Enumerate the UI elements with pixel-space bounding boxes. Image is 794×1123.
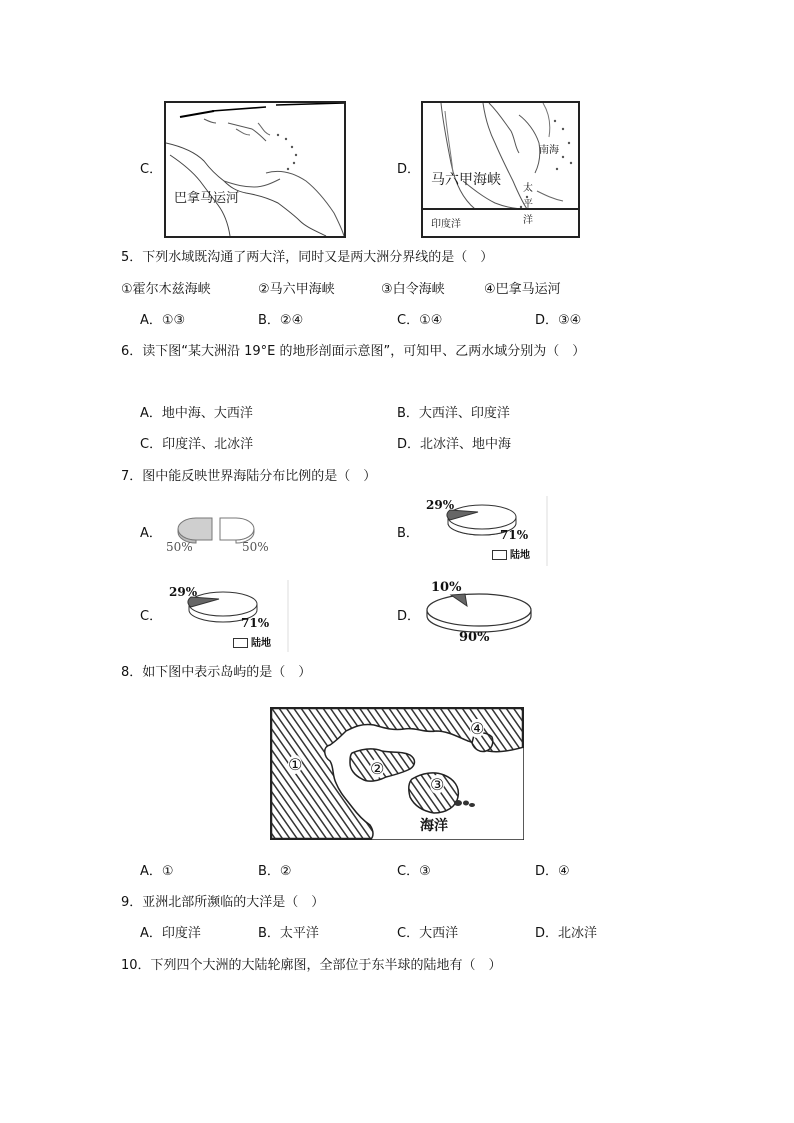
pie-c-legend-label: 陆地: [251, 638, 271, 649]
island-map: [270, 707, 524, 840]
q5-item-3: ③白令海峡: [381, 282, 445, 297]
q8-option-a[interactable]: A．①: [140, 864, 174, 879]
panama-canal-map: [164, 101, 346, 238]
q6-option-c[interactable]: C．印度洋、北冰洋: [140, 437, 254, 452]
legend-swatch: [233, 638, 248, 648]
q8-question: 8．如下图中表示岛屿的是（ ）: [121, 665, 312, 680]
pacific-char-2: 平: [523, 199, 533, 210]
q5-item-1: ①霍尔木兹海峡: [121, 282, 211, 297]
q9-question: 9．亚洲北部所濒临的大洋是（ ）: [121, 895, 325, 910]
q5-item-2: ②马六甲海峡: [258, 282, 335, 297]
q7-option-d-label[interactable]: D．: [397, 609, 421, 624]
island-map-drawing: [270, 707, 524, 840]
q5-item-4: ④巴拿马运河: [484, 282, 561, 297]
pie-c-light-pct: 71%: [241, 616, 270, 630]
malacca-strait-label: 马六甲海峡: [431, 172, 501, 188]
island-marker-1: ①: [288, 755, 303, 774]
q5-option-a[interactable]: A．①③: [140, 313, 186, 328]
q8-option-b[interactable]: B．②: [258, 864, 292, 879]
q10-question: 10．下列四个大洲的大陆轮廓图，全部位于东半球的陆地有（ ）: [121, 958, 502, 973]
q6-question: 6．读下图“某大洲沿 19°E 的地形剖面示意图”，可知甲、乙两水域分别为（ ）: [121, 344, 586, 359]
option-d-label[interactable]: D．: [397, 162, 421, 177]
q9-option-b[interactable]: B．太平洋: [258, 926, 319, 941]
pie-b-legend: [492, 546, 530, 561]
pie-b-legend-label: 陆地: [510, 550, 530, 561]
island-marker-3: ③: [430, 775, 445, 794]
option-c-label[interactable]: C．: [140, 162, 163, 177]
pie-a-left-pct: 50%: [166, 540, 193, 554]
panama-canal-label: 巴拿马运河: [174, 191, 240, 206]
q6-option-a[interactable]: A．地中海、大西洋: [140, 406, 253, 421]
island-marker-2: ②: [370, 759, 385, 778]
south-china-sea-label: 南海: [539, 145, 559, 156]
q9-option-d[interactable]: D．北冰洋: [535, 926, 598, 941]
island-marker-4: ④: [470, 719, 485, 738]
pie-c-legend: [233, 634, 271, 649]
indian-ocean-label: 印度洋: [431, 219, 461, 230]
q6-option-d[interactable]: D．北冰洋、地中海: [397, 437, 512, 452]
pie-chart-c: [163, 580, 289, 652]
ocean-label: 海洋: [420, 818, 448, 834]
pacific-char-3: 洋: [523, 215, 533, 226]
q7-question: 7．图中能反映世界海陆分布比例的是（ ）: [121, 469, 377, 484]
pie-b-light-pct: 71%: [500, 528, 529, 542]
q7-option-b-label[interactable]: B．: [397, 526, 419, 541]
q5-option-b[interactable]: B．②④: [258, 313, 304, 328]
q5-question: 5．下列水域既沟通了两大洋，同时又是两大洲分界线的是（ ）: [121, 250, 494, 265]
pie-a-right-pct: 50%: [242, 540, 269, 554]
q5-option-c[interactable]: C．①④: [397, 313, 443, 328]
q7-option-c-label[interactable]: C．: [140, 609, 163, 624]
q9-option-c[interactable]: C．大西洋: [397, 926, 459, 941]
pie-c-dark-pct: 29%: [169, 585, 198, 599]
pacific-char-1: 太: [523, 183, 533, 194]
pie-b-dark-pct: 29%: [426, 498, 455, 512]
q8-option-d[interactable]: D．④: [535, 864, 570, 879]
pie-chart-b: [420, 496, 548, 566]
legend-swatch: [492, 550, 507, 560]
q5-option-d[interactable]: D．③④: [535, 313, 582, 328]
panama-map-drawing: [166, 103, 344, 236]
malacca-strait-map: [421, 101, 580, 238]
q9-option-a[interactable]: A．印度洋: [140, 926, 201, 941]
pie-d-light-pct: 90%: [459, 630, 490, 645]
pie-chart-d: [421, 578, 537, 648]
q7-option-a-label[interactable]: A．: [140, 526, 162, 541]
q6-option-b[interactable]: B．大西洋、印度洋: [397, 406, 510, 421]
q8-option-c[interactable]: C．③: [397, 864, 431, 879]
pie-chart-a: [164, 510, 274, 558]
pie-d-dark-pct: 10%: [431, 580, 462, 595]
